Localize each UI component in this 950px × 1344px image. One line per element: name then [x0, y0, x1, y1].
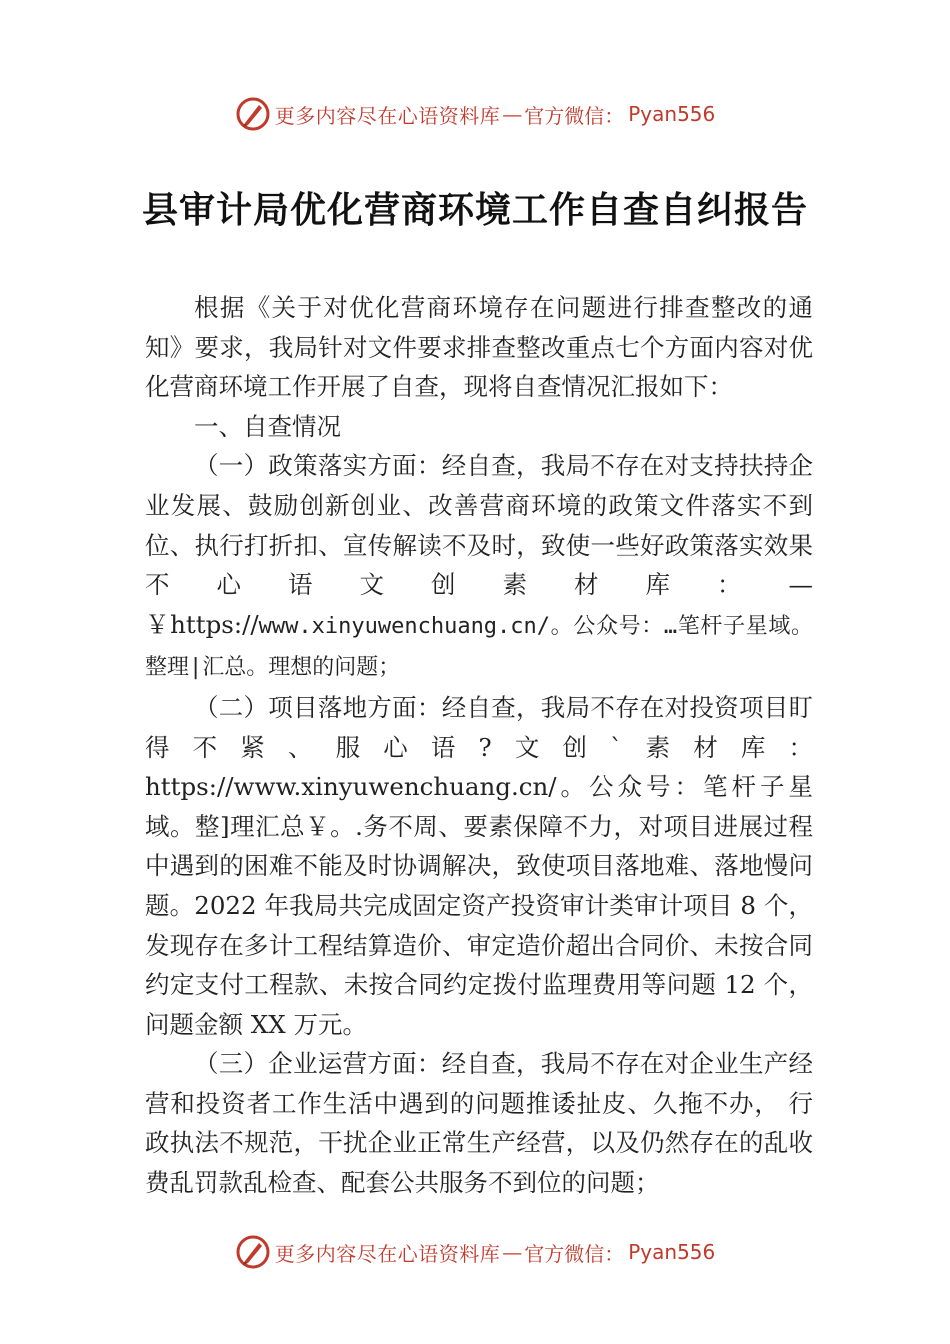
section-heading: 一、自查情况: [194, 411, 341, 441]
watermark-separator: —: [502, 102, 523, 126]
watermark-wechat-label: 官方微信：: [524, 103, 625, 128]
document-title: 县审计局优化营商环境工作自查自纠报告: [141, 189, 808, 231]
watermark-text: 更多内容尽在心语资料库: [274, 103, 501, 128]
document-body: [145, 288, 813, 1203]
paragraph-policy-text: （一）政策落实方面：经自查，我局不存在对支持扶持企业发展、鼓励创新创业、改善营商环境的政策文件落实不到位、执行打折扣、宣传解读不及时，致使一些好政策落实效果不心语文创素材库：—￥https://: [145, 451, 813, 639]
quill-logo-icon: [235, 1234, 271, 1270]
watermark-wechat-id: Pyan556: [628, 102, 716, 126]
paragraph-intro: 根据《关于对优化营商环境存在问题进行排查整改的通知》要求，我局针对文件要求排查整改重点七个方面内容对优化营商环境工作开展了自查，现将自查情况汇报如下：: [145, 293, 813, 402]
watermark-text: 更多内容尽在心语资料库: [274, 1241, 501, 1266]
paragraph-operation: （三）企业运营方面：经自查，我局不存在对企业生产经营和投资者工作生活中遇到的问题推诿扯皮、久拖不办， 行政执法不规范，干扰企业正常生产经营，以及仍然存在的乱收费乱罚款乱检查、配套公共服务不到位的问题；: [145, 1049, 813, 1198]
watermark-wechat-label: 官方微信：: [524, 1241, 625, 1266]
watermark-wechat-id: Pyan556: [628, 1240, 716, 1264]
watermark-separator: —: [502, 1240, 523, 1264]
paragraph-policy-url: www.xinyuwenchuang.cn/。公众号：…笔杆子星域。整理|汇总。理想的问题；: [145, 613, 813, 681]
watermark-banner-bottom: [0, 1232, 950, 1272]
quill-logo-icon: [235, 96, 271, 132]
paragraph-project-url: www.xinyuwenchuang.cn/。公众号：笔杆子星域。整]理汇总￥。.务不周、要素保障不力，对项目进展过程中遇到的困难不能及时协调解决，致使项目落地难、落地慢问题。2022 年我局共完成固定资产投资审计类审计项目 8 个，发现存在多计工程结算造价、审定造价超出合同价、未按合同约定支付工程款、未按合同约定拨付监理费用等问题 12 个，问题金额 XX 万元。: [145, 772, 813, 1039]
paragraph-project-text: （二）项目落地方面：经自查，我局不存在对投资项目盯得不紧、服心语?文创`素材库：https://: [145, 692, 813, 802]
watermark-banner-top: [0, 94, 950, 134]
paragraph-project: [145, 688, 813, 1044]
paragraph-policy: [145, 446, 813, 688]
